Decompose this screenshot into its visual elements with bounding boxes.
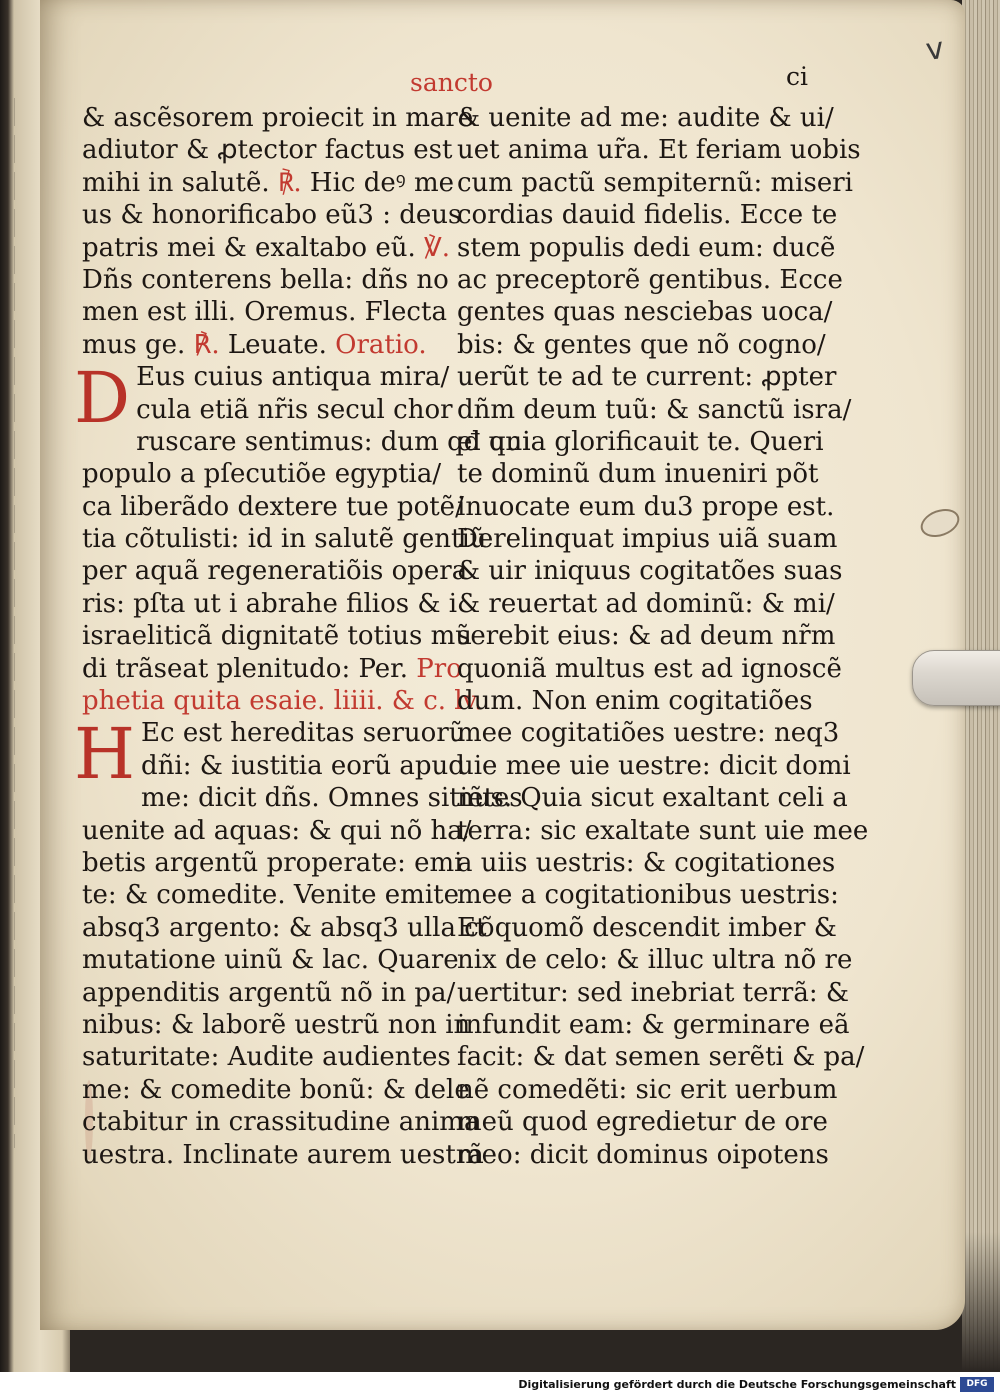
corner-pencil-mark: v: [923, 30, 947, 69]
paper-stain: [917, 504, 963, 542]
text-line: nus. Quia sicut exaltant celi a: [457, 783, 848, 814]
text-line: populo a pſecutiõe egyptia/: [82, 459, 442, 490]
text-line: tia cõtulisti: id in salutẽ gentiũ: [82, 524, 487, 555]
text-line: ca liberãdo dextere tue potẽ/: [82, 491, 464, 522]
text-line: cula etiã nr̃is secul chor: [136, 394, 453, 425]
text-line: absq3 argento: & absq3 ulla cõ: [82, 912, 495, 943]
red-initial-d: D: [74, 357, 131, 440]
rubric-line: phetia quita esaie. liiii. & c. lv.: [82, 686, 483, 717]
text-line: & uir iniquus cogitatões suas: [457, 556, 843, 587]
text-line: dñm deum tuũ: & sanctũ isra/: [457, 394, 852, 425]
text-line: Et quomõ descendit imber &: [457, 912, 837, 943]
text-line: mutatione uinũ & lac. Quare: [82, 945, 459, 976]
text-line: ctabitur in crassitudine anima: [82, 1107, 480, 1138]
text-line: saturitate: Audite audientes: [82, 1042, 451, 1073]
text-line: a uiis uestris: & cogitationes: [457, 847, 836, 878]
text-line: & uenite ad me: audite & ui/: [457, 103, 834, 133]
text-line: Dñs conterens bella: dñs no: [82, 264, 449, 295]
running-head: sancto: [410, 68, 493, 97]
red-initial-h: H: [74, 713, 136, 796]
text-line: israeliticã dignitatẽ totius mũ: [82, 621, 473, 652]
text-line: mee a cogitationibus uestris:: [457, 880, 839, 911]
text-line: Derelinquat impius uiã suam: [457, 524, 838, 555]
text-line: quoniã multus est ad ignoscẽ: [457, 653, 842, 684]
text-line: uestra. Inclinate aurem uestrã: [82, 1139, 484, 1170]
initial-block-h: [74, 713, 466, 796]
text-line: appenditis argentũ nõ in pa/: [82, 977, 456, 1008]
text-column-right: [457, 102, 869, 1171]
initial-block-d: [74, 357, 453, 440]
text-line: ruscare sentimus: dum qđ uni: [136, 426, 531, 457]
text-line: dñi: & iustitia eorũ apud: [141, 750, 465, 781]
text-column-left: [74, 102, 531, 1171]
text-line: nẽ comedẽti: sic erit uerbum: [457, 1074, 838, 1105]
text-line: adiutor & ꝓtector factus est: [82, 135, 453, 166]
text-line: cum pactũ sempiternũ: miseri: [457, 167, 853, 198]
text-line: meũ quod egredietur de ore: [457, 1107, 828, 1138]
text-line: per aquã regeneratiõis opera: [82, 556, 468, 587]
text-line: el quia glorificauit te. Queri: [457, 426, 824, 457]
text-line: serebit eius: & ad deum nr̃m: [457, 621, 836, 652]
text-line: betis argentũ properate: emi: [82, 848, 463, 879]
folio-number: ci: [786, 62, 808, 91]
text-line: gentes quas nesciebas uoca/: [457, 297, 833, 328]
text-line: uet anima ur̃a. Et feriam uobis: [457, 135, 861, 166]
text-line: stem populis dedi eum: ducẽ: [457, 232, 836, 263]
text-line: terra: sic exaltate sunt uie mee: [457, 815, 869, 846]
text-line: us & honorificabo eũ3 : deus: [82, 200, 462, 231]
text-line: Eus cuius antiqua mira/: [136, 362, 450, 393]
text-line: Ec est hereditas seruorũ: [141, 718, 466, 749]
text-line: inuocate eum du3 prope est.: [457, 491, 835, 522]
text-line: patris mei & exaltabo eũ. ℣.: [82, 232, 451, 263]
text-line: uenite ad aquas: & qui nõ ha/: [82, 815, 472, 846]
text-line: ac preceptorẽ gentibus. Ecce: [457, 264, 843, 295]
text-line: infundit eam: & germinare eã: [457, 1009, 850, 1040]
text-line: uerũt te ad te current: ꝓpter: [457, 362, 837, 393]
text-line: facit: & dat semen serẽti & pa/: [457, 1042, 865, 1073]
text-line: uertitur: sed inebriat terrã: &: [457, 977, 850, 1008]
text-line: & reuertat ad dominũ: & mi/: [457, 588, 835, 619]
text-line: nibus: & laborẽ uestrũ non in: [82, 1009, 471, 1040]
page-tab-marker: [912, 650, 1000, 706]
text-line: mihi in salutẽ. ℟. Hic deꝰ me: [82, 167, 455, 198]
text-line: & ascẽsorem proiecit in mare: [82, 103, 474, 133]
rubric-line: mus ge. ℟. Leuate. Oratio.: [82, 329, 427, 360]
text-line: dum. Non enim cogitatiões: [457, 686, 813, 717]
text-line: me: & comedite bonũ: & dele: [82, 1074, 470, 1105]
text-line: di trãseat plenitudo: Per. Pro: [82, 653, 462, 684]
text-line: meo: dicit dominus oipotens: [457, 1139, 829, 1170]
text-line: uie mee uie uestre: dicit domi: [457, 750, 851, 781]
text-line: me: dicit dñs. Omnes sitiẽtes: [141, 783, 523, 814]
text-line: te: & comedite. Venite emite: [82, 880, 459, 911]
text-line: te dominũ dum inueniri põt: [457, 459, 819, 490]
text-line: cordias dauid fidelis. Ecce te: [457, 200, 838, 231]
text-line: bis: & gentes que nõ cogno/: [457, 329, 826, 360]
text-line: men est illi. Oremus. Flecta: [82, 297, 447, 328]
text-line: nix de celo: & illuc ultra nõ re: [457, 945, 853, 976]
text-line: mee cogitatiões uestre: neq3: [457, 718, 840, 749]
text-line: ris: pſta ut i abrahe filios & i: [82, 588, 458, 619]
dfg-logo: DFG: [960, 1377, 994, 1392]
digitization-credit: Digitalisierung gefördert durch die Deutsche Forschungsgemeinschaft: [518, 1378, 956, 1391]
